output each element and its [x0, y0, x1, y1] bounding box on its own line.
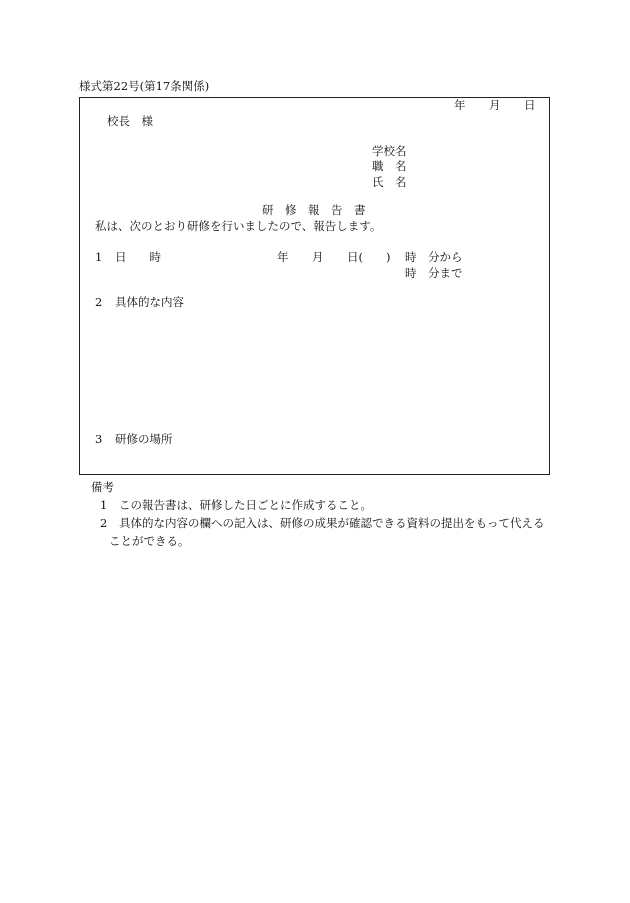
year-label: 年	[277, 250, 289, 264]
report-form	[79, 97, 550, 475]
notes-heading: 備考	[91, 480, 114, 494]
report-title: 研 修 報 告 書	[262, 203, 366, 217]
item-number: 3	[95, 432, 103, 446]
form-number: 様式第22号(第17条関係)	[79, 79, 210, 93]
item-number: 1	[95, 250, 103, 264]
item-label: 具体的な内容	[115, 295, 184, 309]
date-month-label: 月	[489, 98, 501, 112]
intro-text: 私は、次のとおり研修を行いましたので、報告します。	[95, 219, 382, 233]
date-year-label: 年	[454, 98, 466, 112]
note-number: 2	[100, 516, 108, 530]
note-text: 具体的な内容の欄への記入は、研修の成果が確認できる資料の提出をもって代える	[119, 516, 545, 530]
item-label: 日 時	[115, 250, 161, 264]
date-day-label: 日	[524, 98, 536, 112]
note-text: この報告書は、研修した日ごとに作成すること。	[119, 498, 372, 512]
position-label: 職 名	[372, 159, 407, 173]
item-number: 2	[95, 295, 103, 309]
school-name-label: 学校名	[372, 144, 407, 158]
start-time-label: 時 分から	[405, 250, 463, 264]
month-label: 月	[312, 250, 324, 264]
name-label: 氏 名	[372, 175, 407, 189]
note-text-continued: ことができる。	[109, 534, 190, 548]
item-label: 研修の場所	[115, 432, 173, 446]
note-number: 1	[100, 498, 108, 512]
end-time-label: 時 分まで	[405, 266, 463, 280]
addressee: 校長 様	[107, 114, 153, 128]
day-weekday-label: 日( )	[347, 250, 391, 264]
